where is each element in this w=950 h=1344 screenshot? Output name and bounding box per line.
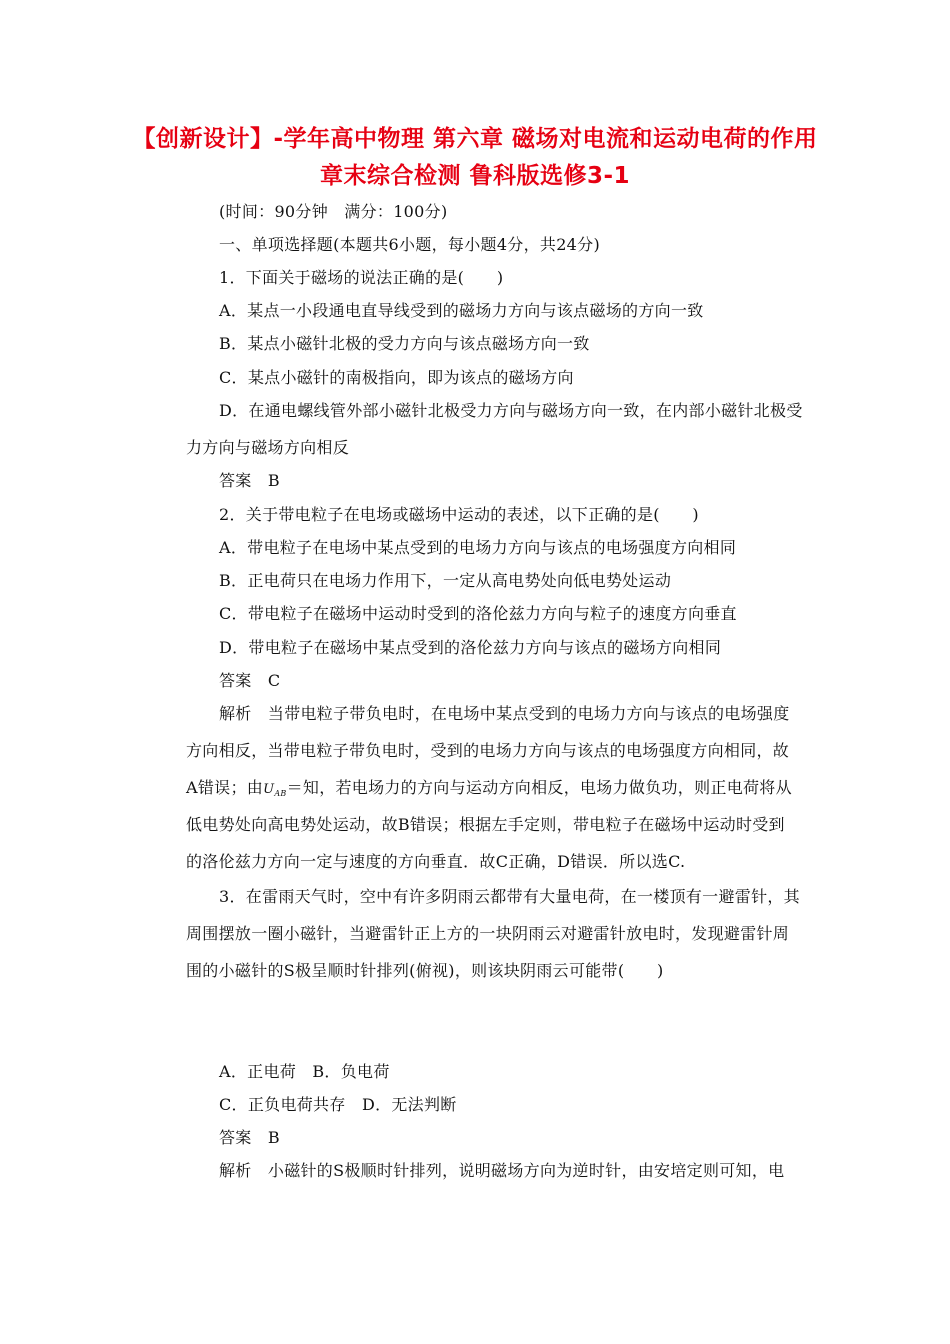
question-3-options-ab: A．正电荷 B．负电荷 [219,1062,390,1081]
question-2-option-a: A．带电粒子在电场中某点受到的电场力方向与该点的电场强度方向相同 [219,538,737,557]
explanation-text: A错误；由 [186,778,264,797]
question-1-answer: 答案 B [219,471,280,490]
question-1-option-a: A．某点一小段通电直导线受到的磁场力方向与该点磁场的方向一致 [219,301,704,320]
question-3-answer: 答案 B [219,1128,280,1147]
section-heading: 一、单项选择题(本题共6小题，每小题4分，共24分) [219,235,601,254]
question-3-options-cd: C．正负电荷共存 D．无法判断 [219,1095,457,1114]
document-title-line2: 章末综合检测 鲁科版选修3-1 [319,163,631,189]
question-1-option-d: D．在通电螺线管外部小磁针北极受力方向与磁场方向一致，在内部小磁针北极受 [219,401,803,420]
question-2-option-c: C．带电粒子在磁场中运动时受到的洛伦兹力方向与粒子的速度方向垂直 [219,604,737,623]
question-1-option-d-cont: 力方向与磁场方向相反 [186,438,350,457]
explanation-text: ＝知，若电场力的方向与运动方向相反，电场力做负功，则正电荷将从 [286,778,792,797]
question-3-stem-line3: 围的小磁针的S极呈顺时针排列(俯视)，则该块阴雨云可能带( ) [186,961,664,980]
question-2-answer: 答案 C [219,671,281,690]
formula-variable: $U_{AB}$ [263,782,287,798]
question-3-stem: 3．在雷雨天气时，空中有许多阴雨云都带有大量电荷，在一楼顶有一避雷针，其 [219,887,800,906]
question-1-option-b: B．某点小磁针北极的受力方向与该点磁场方向一致 [219,334,590,353]
question-2-option-b: B．正电荷只在电场力作用下，一定从高电势处向低电势处运动 [219,571,672,590]
question-2-explanation-line4: 低电势处向高电势处运动，故B错误；根据左手定则，带电粒子在磁场中运动时受到 [186,815,785,834]
question-1-option-c: C．某点小磁针的南极指向，即为该点的磁场方向 [219,368,574,387]
exam-meta: (时间：90分钟 满分：100分) [219,202,448,221]
question-3-stem-line2: 周围摆放一圈小磁针，当避雷针正上方的一块阴雨云对避雷针放电时，发现避雷针周 [186,924,790,943]
question-3-explanation: 解析 小磁针的S极顺时针排列，说明磁场方向为逆时针，由安培定则可知，电 [219,1161,785,1180]
question-2-option-d: D．带电粒子在磁场中某点受到的洛伦兹力方向与该点的磁场方向相同 [219,638,722,657]
question-2-explanation-line2: 方向相反，当带电粒子带负电时，受到的电场力方向与该点的电场强度方向相同，故 [186,741,790,760]
question-2-stem: 2．关于带电粒子在电场或磁场中运动的表述，以下正确的是( ) [219,505,699,524]
question-1-stem: 1．下面关于磁场的说法正确的是( ) [219,268,504,287]
question-2-explanation-line5: 的洛伦兹力方向一定与速度的方向垂直．故C正确，D错误．所以选C. [186,852,686,871]
question-2-explanation: 解析 当带电粒子带负电时，在电场中某点受到的电场力方向与该点的电场强度 [219,704,790,723]
document-title-line1: 【创新设计】-学年高中物理 第六章 磁场对电流和运动电荷的作用 [132,126,818,152]
question-2-explanation-line3 [186,778,792,804]
